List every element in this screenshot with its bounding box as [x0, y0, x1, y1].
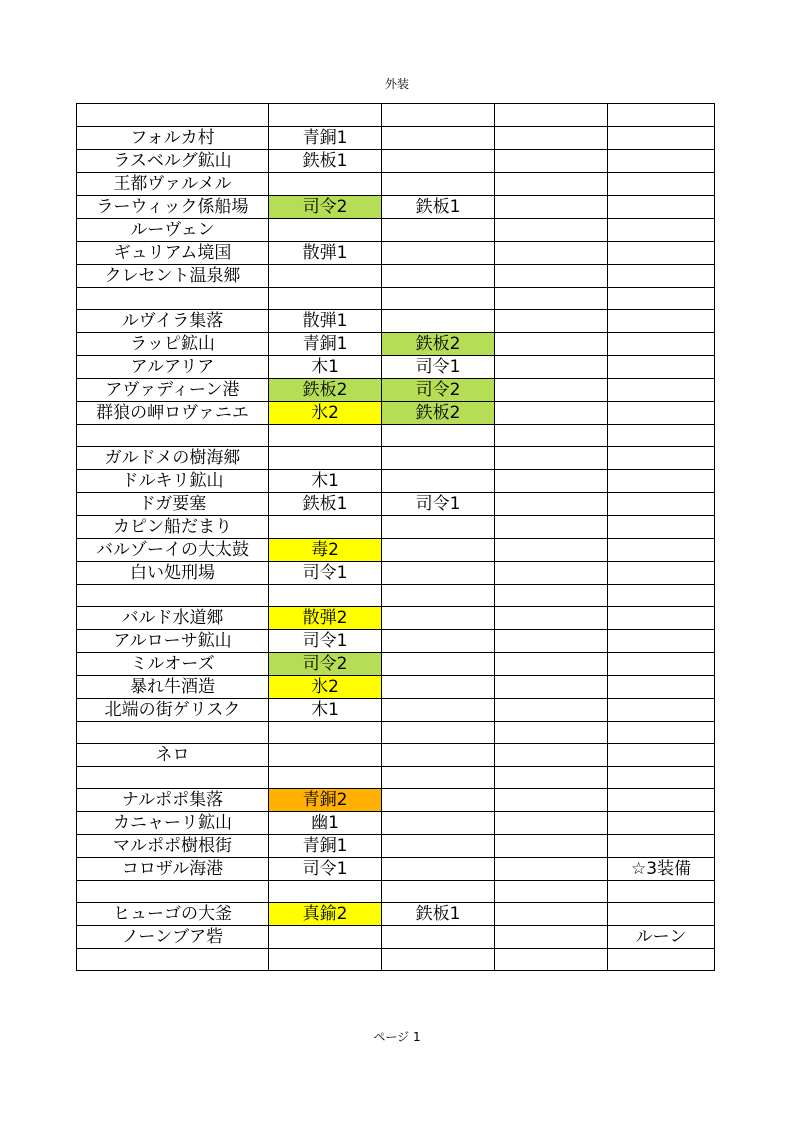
item-cell: 鉄板2: [382, 402, 495, 425]
location-name-cell: [77, 767, 269, 789]
location-name-cell: ドガ要塞: [77, 493, 269, 516]
item-cell: [382, 949, 495, 971]
item-cell: [608, 425, 715, 447]
item-cell: [269, 173, 382, 196]
location-name-cell: ドルキリ鉱山: [77, 470, 269, 493]
table-row: [77, 585, 715, 607]
item-cell: [495, 722, 608, 744]
location-name-cell: 群狼の岬ロヴァニエ: [77, 402, 269, 425]
item-cell: [608, 265, 715, 288]
table-row: [77, 926, 715, 949]
item-cell: [608, 104, 715, 127]
item-cell: [608, 607, 715, 630]
item-cell: [382, 835, 495, 858]
item-cell: [608, 949, 715, 971]
item-cell: [608, 676, 715, 699]
item-cell: [382, 676, 495, 699]
item-cell: [269, 744, 382, 767]
item-cell: [608, 356, 715, 379]
item-cell: [269, 219, 382, 242]
table-row: [77, 288, 715, 310]
item-cell: 青銅1: [269, 127, 382, 150]
table-row: [77, 104, 715, 127]
table-row: [77, 219, 715, 242]
table-row: [77, 699, 715, 722]
table-row: [77, 653, 715, 676]
item-cell: [608, 789, 715, 812]
table-row: [77, 150, 715, 173]
item-cell: [269, 949, 382, 971]
page-footer: ページ 1: [373, 1030, 421, 1044]
table-row: [77, 744, 715, 767]
item-cell: [495, 585, 608, 607]
item-cell: [495, 127, 608, 150]
item-cell: [382, 607, 495, 630]
location-name-cell: アヴァディーン港: [77, 379, 269, 402]
item-cell: [382, 104, 495, 127]
item-cell: [495, 265, 608, 288]
item-cell: [495, 242, 608, 265]
table-row: [77, 858, 715, 881]
item-cell: [382, 516, 495, 539]
item-cell: [495, 676, 608, 699]
location-name-cell: ギュリアム境国: [77, 242, 269, 265]
item-cell: [495, 356, 608, 379]
item-cell: [382, 127, 495, 150]
item-cell: [608, 562, 715, 585]
table-row: [77, 493, 715, 516]
item-cell: [608, 310, 715, 333]
location-name-cell: アルアリア: [77, 356, 269, 379]
item-cell: [495, 333, 608, 356]
item-cell: [608, 219, 715, 242]
location-name-cell: [77, 104, 269, 127]
item-cell: [608, 402, 715, 425]
table-row: [77, 516, 715, 539]
location-name-cell: ガルドメの樹海郷: [77, 447, 269, 470]
table-row: [77, 881, 715, 903]
table-row: [77, 242, 715, 265]
location-name-cell: バルゾーイの大太鼓: [77, 539, 269, 562]
item-cell: [382, 858, 495, 881]
location-name-cell: ルヴイラ集落: [77, 310, 269, 333]
item-cell: [269, 722, 382, 744]
table-row: [77, 402, 715, 425]
item-cell: [382, 653, 495, 676]
item-cell: [608, 379, 715, 402]
item-cell: [382, 789, 495, 812]
item-cell: [608, 539, 715, 562]
table-row: [77, 470, 715, 493]
item-cell: [608, 835, 715, 858]
item-cell: [608, 242, 715, 265]
item-cell: [382, 926, 495, 949]
item-cell: 散弾1: [269, 242, 382, 265]
item-cell: ☆3装備: [608, 858, 715, 881]
item-cell: [269, 881, 382, 903]
item-cell: [382, 722, 495, 744]
location-name-cell: ナルポポ集落: [77, 789, 269, 812]
location-name-cell: ラッピ鉱山: [77, 333, 269, 356]
item-cell: [495, 767, 608, 789]
item-cell: [269, 585, 382, 607]
spreadsheet-table: [76, 103, 715, 971]
item-cell: [495, 562, 608, 585]
item-cell: 木1: [269, 699, 382, 722]
item-cell: [608, 333, 715, 356]
location-name-cell: 王都ヴァルメル: [77, 173, 269, 196]
item-cell: [608, 127, 715, 150]
item-cell: [495, 447, 608, 470]
location-name-cell: 白い処刑場: [77, 562, 269, 585]
item-cell: 司令1: [382, 356, 495, 379]
table-row: [77, 447, 715, 470]
item-cell: [608, 903, 715, 926]
item-cell: [608, 493, 715, 516]
item-cell: [495, 653, 608, 676]
item-cell: 氷2: [269, 676, 382, 699]
table-row: [77, 127, 715, 150]
table-row: [77, 722, 715, 744]
item-cell: [495, 219, 608, 242]
item-cell: [495, 402, 608, 425]
table-row: [77, 196, 715, 219]
item-cell: [382, 585, 495, 607]
item-cell: [269, 926, 382, 949]
table-row: [77, 310, 715, 333]
item-cell: 毒2: [269, 539, 382, 562]
location-name-cell: [77, 288, 269, 310]
item-cell: [608, 767, 715, 789]
location-name-cell: バルド水道郷: [77, 607, 269, 630]
item-cell: 木1: [269, 356, 382, 379]
location-name-cell: フォルカ村: [77, 127, 269, 150]
location-name-cell: [77, 425, 269, 447]
item-cell: 鉄板1: [382, 903, 495, 926]
table-row: [77, 265, 715, 288]
location-name-cell: アルローサ鉱山: [77, 630, 269, 653]
item-cell: [382, 150, 495, 173]
item-cell: [608, 447, 715, 470]
item-cell: [495, 310, 608, 333]
item-cell: [495, 150, 608, 173]
item-cell: [269, 447, 382, 470]
table-row: [77, 173, 715, 196]
item-cell: 鉄板1: [269, 150, 382, 173]
item-cell: 青銅1: [269, 835, 382, 858]
item-cell: 鉄板2: [382, 333, 495, 356]
item-cell: [608, 812, 715, 835]
table-row: [77, 379, 715, 402]
item-cell: 青銅1: [269, 333, 382, 356]
item-cell: 司令2: [269, 196, 382, 219]
item-cell: [269, 425, 382, 447]
item-cell: [608, 470, 715, 493]
item-cell: 散弾1: [269, 310, 382, 333]
item-cell: 幽1: [269, 812, 382, 835]
item-cell: [495, 516, 608, 539]
location-name-cell: 暴れ牛酒造: [77, 676, 269, 699]
item-cell: [495, 173, 608, 196]
table-row: [77, 630, 715, 653]
item-cell: [382, 630, 495, 653]
table-row: [77, 607, 715, 630]
item-cell: 司令1: [269, 630, 382, 653]
location-name-cell: マルポポ樹根街: [77, 835, 269, 858]
item-cell: [382, 699, 495, 722]
item-cell: [382, 470, 495, 493]
item-cell: [382, 881, 495, 903]
item-cell: [382, 767, 495, 789]
item-cell: [495, 104, 608, 127]
item-cell: 鉄板1: [269, 493, 382, 516]
item-cell: [495, 425, 608, 447]
item-cell: [495, 196, 608, 219]
location-name-cell: [77, 949, 269, 971]
item-cell: [495, 288, 608, 310]
item-cell: [608, 653, 715, 676]
location-name-cell: クレセント温泉郷: [77, 265, 269, 288]
table-row: [77, 812, 715, 835]
item-cell: 司令1: [269, 562, 382, 585]
item-cell: [382, 310, 495, 333]
location-name-cell: ラスベルグ鉱山: [77, 150, 269, 173]
item-cell: [495, 903, 608, 926]
item-cell: [608, 722, 715, 744]
table-row: [77, 676, 715, 699]
item-cell: ルーン: [608, 926, 715, 949]
item-cell: [269, 265, 382, 288]
item-cell: 氷2: [269, 402, 382, 425]
item-cell: [608, 150, 715, 173]
table-row: [77, 767, 715, 789]
location-name-cell: ミルオーズ: [77, 653, 269, 676]
location-name-cell: ネロ: [77, 744, 269, 767]
item-cell: 司令1: [269, 858, 382, 881]
location-name-cell: ルーヴェン: [77, 219, 269, 242]
item-cell: [495, 926, 608, 949]
item-cell: [495, 812, 608, 835]
item-cell: [495, 881, 608, 903]
item-cell: 鉄板1: [382, 196, 495, 219]
table-row: [77, 356, 715, 379]
item-cell: [269, 767, 382, 789]
location-name-cell: [77, 881, 269, 903]
item-cell: [495, 699, 608, 722]
table-row: [77, 539, 715, 562]
item-cell: [382, 242, 495, 265]
item-cell: [495, 835, 608, 858]
item-cell: [495, 493, 608, 516]
item-cell: [608, 585, 715, 607]
location-name-cell: ラーウィック係船場: [77, 196, 269, 219]
item-cell: [382, 425, 495, 447]
item-cell: 司令2: [382, 379, 495, 402]
item-cell: [495, 379, 608, 402]
item-cell: [382, 288, 495, 310]
item-cell: [608, 630, 715, 653]
location-name-cell: [77, 722, 269, 744]
item-cell: [269, 516, 382, 539]
table-row: [77, 562, 715, 585]
table-row: [77, 903, 715, 926]
location-name-cell: 北端の街ゲリスク: [77, 699, 269, 722]
item-cell: [382, 447, 495, 470]
table-row: [77, 789, 715, 812]
table-row: [77, 835, 715, 858]
location-name-cell: カニャーリ鉱山: [77, 812, 269, 835]
item-cell: [608, 288, 715, 310]
item-cell: [382, 173, 495, 196]
location-name-cell: ノーンブア砦: [77, 926, 269, 949]
location-name-cell: コロザル海港: [77, 858, 269, 881]
table-row: [77, 949, 715, 971]
item-cell: [382, 562, 495, 585]
item-cell: [495, 470, 608, 493]
item-cell: [608, 881, 715, 903]
item-cell: [608, 516, 715, 539]
table-row: [77, 425, 715, 447]
table-row: [77, 333, 715, 356]
item-cell: [269, 288, 382, 310]
page-header: 外装: [384, 77, 409, 91]
location-name-cell: カピン船だまり: [77, 516, 269, 539]
item-cell: 木1: [269, 470, 382, 493]
spreadsheet-body: [77, 104, 715, 971]
item-cell: [495, 539, 608, 562]
item-cell: [269, 104, 382, 127]
item-cell: [495, 858, 608, 881]
item-cell: 司令1: [382, 493, 495, 516]
item-cell: [495, 949, 608, 971]
item-cell: [608, 744, 715, 767]
item-cell: [495, 789, 608, 812]
item-cell: [608, 173, 715, 196]
item-cell: [382, 812, 495, 835]
item-cell: [495, 744, 608, 767]
item-cell: [495, 630, 608, 653]
item-cell: 鉄板2: [269, 379, 382, 402]
item-cell: [382, 539, 495, 562]
item-cell: [382, 265, 495, 288]
item-cell: [608, 699, 715, 722]
location-name-cell: [77, 585, 269, 607]
item-cell: [382, 219, 495, 242]
location-name-cell: ヒューゴの大釜: [77, 903, 269, 926]
item-cell: [608, 196, 715, 219]
item-cell: [495, 607, 608, 630]
item-cell: 青銅2: [269, 789, 382, 812]
item-cell: [382, 744, 495, 767]
item-cell: 司令2: [269, 653, 382, 676]
item-cell: 散弾2: [269, 607, 382, 630]
item-cell: 真鍮2: [269, 903, 382, 926]
